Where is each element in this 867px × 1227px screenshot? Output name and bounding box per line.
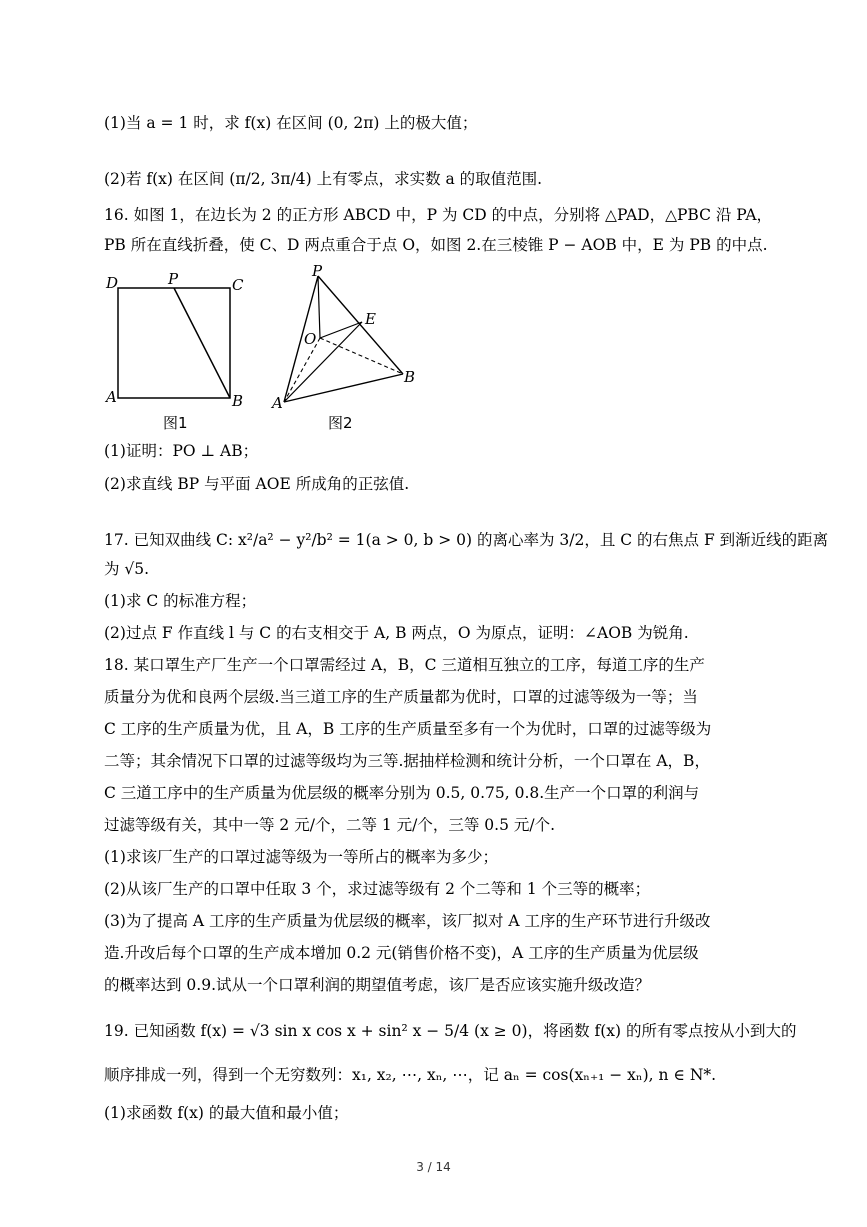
fig1-label-b: B xyxy=(232,392,244,410)
edge-oe xyxy=(320,322,362,338)
text-line: (1)求该厂生产的口罩过滤等级为一等所占的概率为多少； xyxy=(104,848,498,866)
text-line: (1)求 C 的标准方程； xyxy=(104,592,257,610)
text-line: (2)若 f(x) 在区间 (π/2, 3π/4) 上有零点，求实数 a 的取值范围. xyxy=(104,170,543,188)
edge-ae xyxy=(284,322,362,402)
text-line: (2)从该厂生产的口罩中任取 3 个，求过滤等级有 2 个二等和 1 个三等的概率； xyxy=(104,880,651,898)
edge-ob-dashed xyxy=(320,338,403,374)
text-line: 顺序排成一列，得到一个无穷数列：x₁, x₂, ⋯, xₙ, ⋯，记 aₙ = cos(xₙ₊₁ − xₙ), n ∈ N*. xyxy=(104,1066,717,1084)
fig2-caption: 图2 xyxy=(328,414,353,432)
fig2-label-a: A xyxy=(272,394,283,412)
fig2-label-p: P xyxy=(312,262,323,280)
text-line: C 三道工序中的生产质量为优层级的概率分别为 0.5, 0.75, 0.8.生产一个口罩的利润与 xyxy=(104,784,700,802)
segment-pb xyxy=(174,288,230,398)
fig2-label-o: O xyxy=(304,330,317,348)
text-line: 17. 已知双曲线 C: x²/a² − y²/b² = 1(a > 0, b > 0) 的离心率为 3/2，且 C 的右焦点 F 到渐近线的距离 xyxy=(104,531,829,549)
fig1-label-d: D xyxy=(106,274,119,292)
text-line: C 工序的生产质量为优，且 A，B 工序的生产质量至多有一个为优时，口罩的过滤等级为 xyxy=(104,720,712,738)
square-abcd xyxy=(118,288,230,398)
text-line: 18. 某口罩生产厂生产一个口罩需经过 A，B，C 三道相互独立的工序，每道工序的生产 xyxy=(104,656,705,674)
text-line: (1)证明：PO ⊥ AB； xyxy=(104,442,259,460)
edge-pb xyxy=(318,276,403,374)
fig1-label-p: P xyxy=(168,270,179,288)
text-line: (1)当 a = 1 时，求 f(x) 在区间 (0, 2π) 上的极大值； xyxy=(104,114,478,132)
text-line: 的概率达到 0.9.试从一个口罩利润的期望值考虑，该厂是否应该实施升级改造？ xyxy=(104,976,651,994)
text-line: 16. 如图 1，在边长为 2 的正方形 ABCD 中，P 为 CD 的中点，分别将 △PAD，△PBC 沿 PA， xyxy=(104,206,773,224)
fig1-caption: 图1 xyxy=(163,414,188,432)
page-number: 3 / 14 xyxy=(416,1160,451,1174)
text-line: 过滤等级有关，其中一等 2 元/个，二等 1 元/个，三等 0.5 元/个. xyxy=(104,816,556,834)
text-line: 为 √5. xyxy=(104,560,150,578)
text-line: PB 所在直线折叠，使 C、D 两点重合于点 O，如图 2.在三棱锥 P − AOB 中，E 为 PB 的中点. xyxy=(104,236,768,254)
fig1-label-a: A xyxy=(106,388,117,406)
text-line: 造.升改后每个口罩的生产成本增加 0.2 元(销售价格不变)，A 工序的生产质量为优层级 xyxy=(104,944,699,962)
fig1-label-c: C xyxy=(232,276,244,294)
text-line: 19. 已知函数 f(x) = √3 sin x cos x + sin² x − 5/4 (x ≥ 0)，将函数 f(x) 的所有零点按从小到大的 xyxy=(104,1022,797,1040)
text-line: (2)过点 F 作直线 l 与 C 的右支相交于 A, B 两点，O 为原点，证明：∠AOB 为锐角. xyxy=(104,624,689,642)
text-line: (1)求函数 f(x) 的最大值和最小值； xyxy=(104,1104,349,1122)
text-line: (2)求直线 BP 与平面 AOE 所成角的正弦值. xyxy=(104,475,410,493)
figure-2-tetrahedron xyxy=(270,262,430,412)
edge-po xyxy=(318,276,320,338)
edge-ab xyxy=(284,374,403,402)
text-line: 二等；其余情况下口罩的过滤等级均为三等.据抽样检测和统计分析，一个口罩在 A，B， xyxy=(104,752,710,770)
fig2-label-e: E xyxy=(365,310,376,328)
text-line: 质量分为优和良两个层级.当三道工序的生产质量都为优时，口罩的过滤等级为一等；当 xyxy=(104,688,698,706)
fig2-label-b: B xyxy=(404,368,416,386)
text-line: (3)为了提高 A 工序的生产质量为优层级的概率，该厂拟对 A 工序的生产环节进行升级改 xyxy=(104,912,711,930)
